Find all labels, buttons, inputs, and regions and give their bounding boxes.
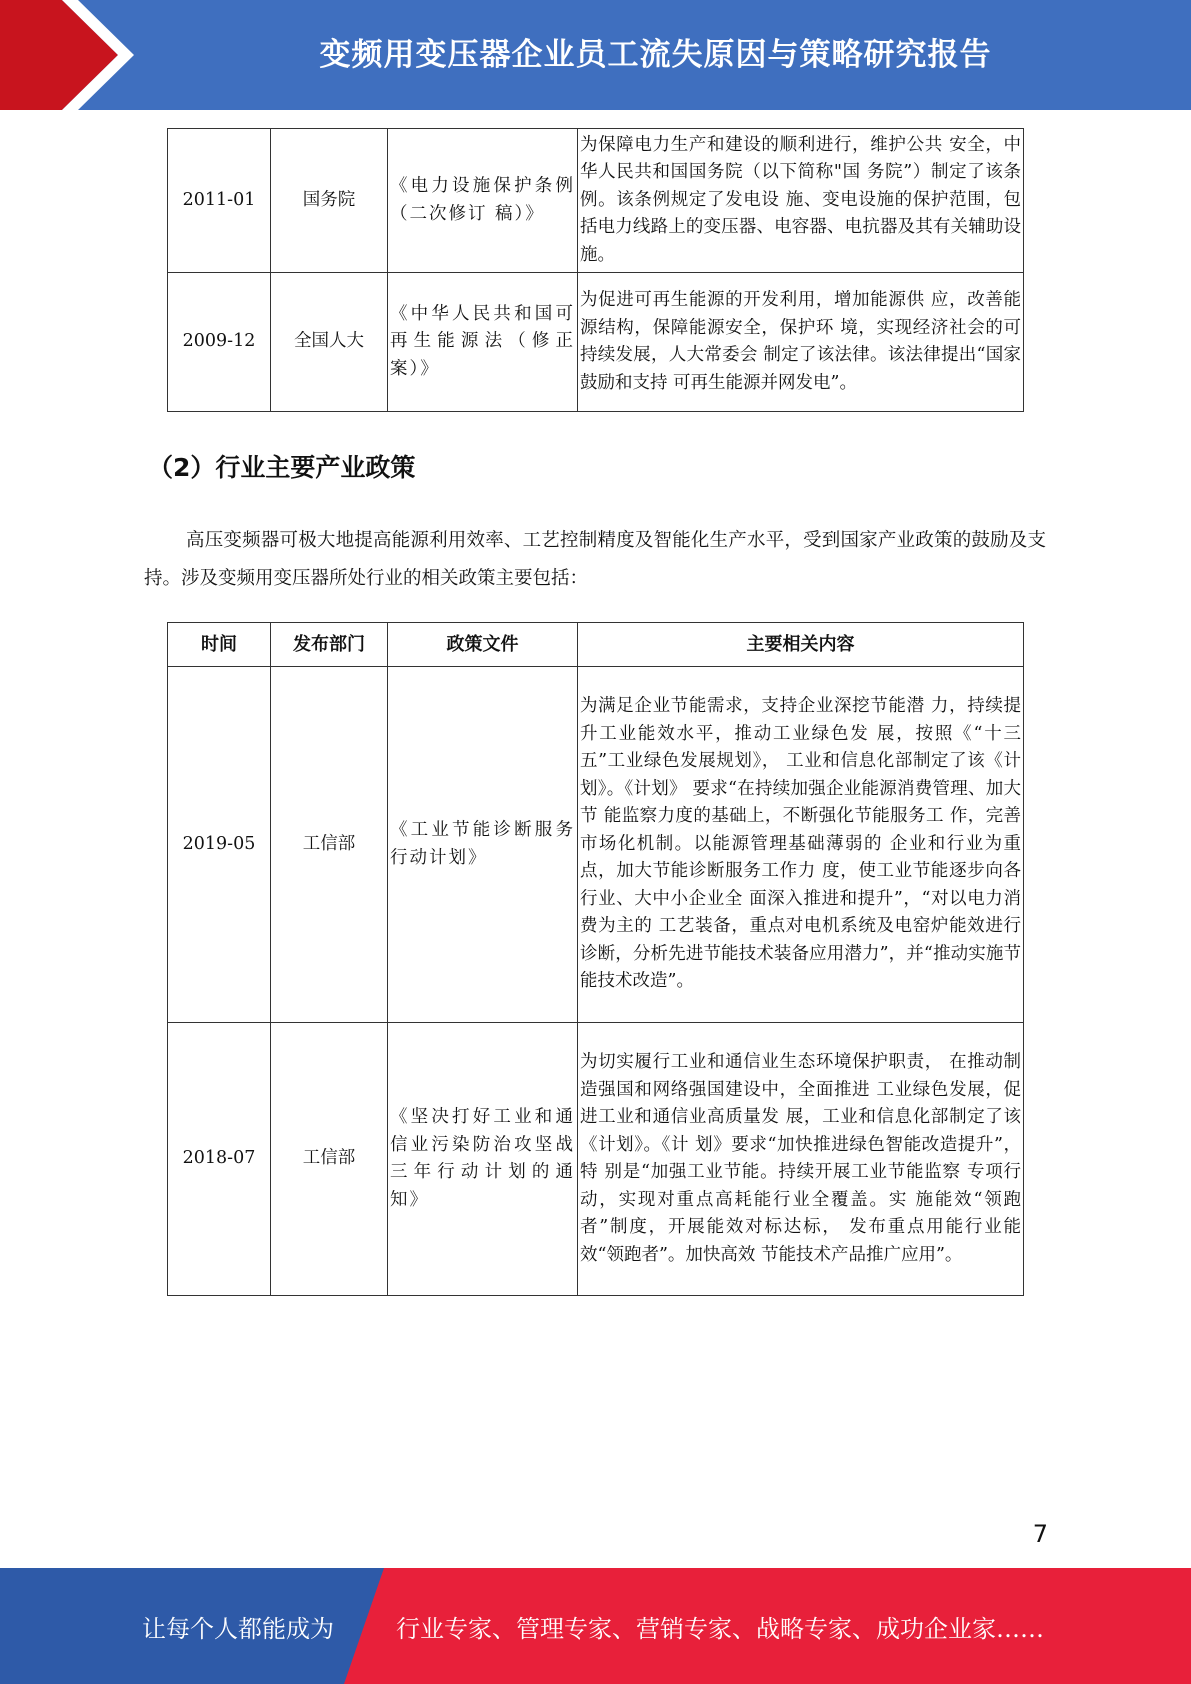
- footer-slogan-left: 让每个人都能成为: [142, 1614, 334, 1643]
- footer-banner: [0, 1568, 1191, 1684]
- cell-file: 《中华人民共和国可再生能源法（修正案）》: [388, 273, 578, 412]
- table-row: [168, 273, 1024, 412]
- intro-paragraph: 高压变频器可极大地提高能源利用效率、工艺控制精度及智能化生产水平，受到国家产业政策的鼓励及支持。涉及变频用变压器所处行业的相关政策主要包括：: [144, 530, 1046, 589]
- cell-content: 为促进可再生能源的开发利用，增加能源供 应，改善能源结构，保障能源安全，保护环 境，实现经济社会的可持续发展，人大常委会 制定了该法律。该法律提出“国家鼓励和支持 可再生能源并网发电”。: [578, 273, 1024, 412]
- cell-file: 《坚决打好工业和通信业污染防治攻坚战三年行动计划的通知》: [388, 1023, 578, 1296]
- page-number: 7: [1032, 1520, 1048, 1548]
- table-header-row: [168, 623, 1024, 667]
- column-header-file: 政策文件: [388, 623, 578, 667]
- cell-content: 为保障电力生产和建设的顺利进行，维护公共 安全，中华人民共和国国务院（以下简称"国 务院”）制定了该条例。该条例规定了发电设 施、变电设施的保护范围，包括电力线路上的变压器、电容器、电抗器及其有关辅助设施。: [578, 129, 1024, 273]
- column-header-content: 主要相关内容: [578, 623, 1024, 667]
- table-row: [168, 667, 1024, 1023]
- cell-content: 为满足企业节能需求，支持企业深挖节能潜 力，持续提升工业能效水平，推动工业绿色发 展，按照《“十三五”工业绿色发展规划》， 工业和信息化部制定了该《计划》。《计划》 要求“在持续加强企业能源消费管理、加大节 能监察力度的基础上，不断强化节能服务工 作，完善市场化机制。以能源管理基础薄弱的 企业和行业为重点，加大节能诊断服务工作力 度，使工业节能逐步向各行业、大中小企业全 面深入推进和提升”，“对以电力消费为主的 工艺装备，重点对电机系统及电窑炉能效进行 诊断，分析先进节能技术装备应用潜力”，并“推动实施节能技术改造”。: [578, 667, 1024, 1023]
- column-header-date: 时间: [168, 623, 271, 667]
- document-title: 变频用变压器企业员工流失原因与策略研究报告: [319, 36, 992, 73]
- section-heading: （2）行业主要产业政策: [148, 453, 416, 482]
- table-row: [168, 129, 1024, 273]
- cell-file: 《工业节能诊断服务行动计划》: [388, 667, 578, 1023]
- header-arrow-decoration: [0, 0, 150, 110]
- cell-dept: 工信部: [271, 1023, 388, 1296]
- cell-dept: 全国人大: [271, 273, 388, 412]
- cell-date: 2018-07: [168, 1023, 271, 1296]
- header-banner: [0, 0, 1191, 110]
- policy-table-continued: [167, 128, 1024, 412]
- cell-date: 2019-05: [168, 667, 271, 1023]
- table-row: [168, 1023, 1024, 1296]
- cell-dept: 工信部: [271, 667, 388, 1023]
- policy-table: [167, 622, 1024, 1296]
- column-header-dept: 发布部门: [271, 623, 388, 667]
- cell-date: 2009-12: [168, 273, 271, 412]
- cell-date: 2011-01: [168, 129, 271, 273]
- footer-slogan-right: 行业专家、管理专家、营销专家、战略专家、成功企业家……: [396, 1614, 1044, 1643]
- cell-file: 《电力设施保护条例（二次修订 稿）》: [388, 129, 578, 273]
- cell-content: 为切实履行工业和通信业生态环境保护职责， 在推动制造强国和网络强国建设中，全面推进 工业绿色发展，促进工业和通信业高质量发 展，工业和信息化部制定了该《计划》。《计 划》要求“加快推进绿色智能改造提升”，特 别是“加强工业节能。持续开展工业节能监察 专项行动，实现对重点高耗能行业全覆盖。实 施能效“领跑者”制度，开展能效对标达标， 发布重点用能行业能效“领跑者”。加快高效 节能技术产品推广应用”。: [578, 1023, 1024, 1296]
- cell-dept: 国务院: [271, 129, 388, 273]
